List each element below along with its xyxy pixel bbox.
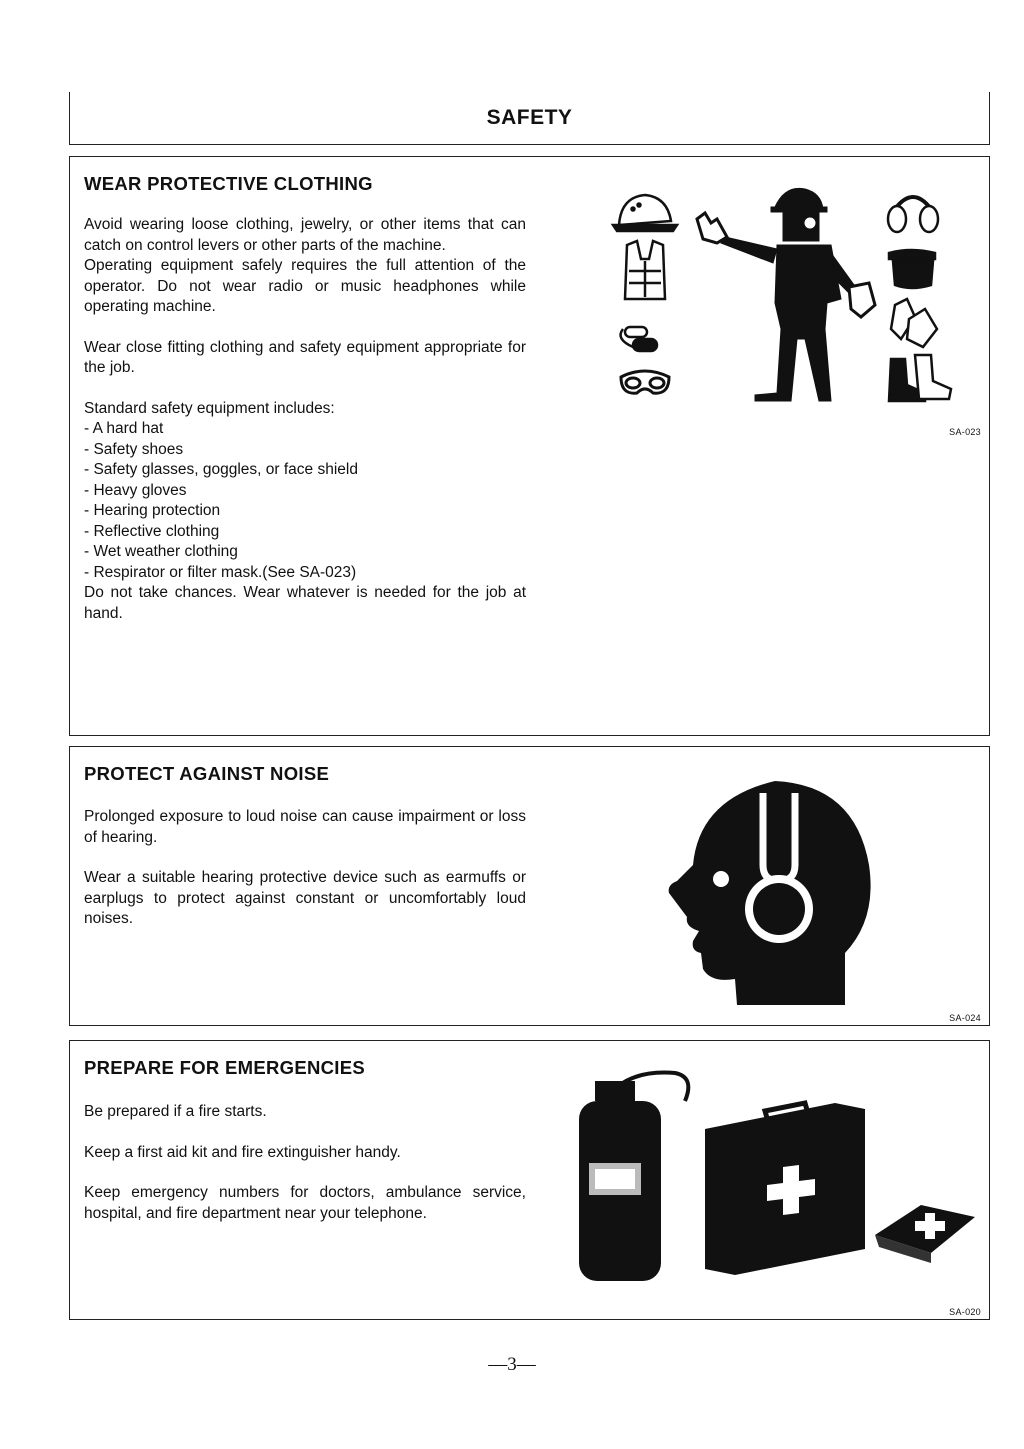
goggles-icon xyxy=(621,371,669,393)
small-first-aid-kit-icon xyxy=(875,1205,975,1263)
paragraph: Be prepared if a fire starts. xyxy=(84,1103,267,1120)
hard-hat-icon xyxy=(613,195,677,231)
hearing-protection-illustration xyxy=(655,769,895,1009)
worker-icon xyxy=(697,188,875,401)
figure-code: SA-020 xyxy=(949,1307,981,1317)
list-item: - Safety glasses, goggles, or face shield xyxy=(84,461,358,478)
page-number: —3— xyxy=(488,1354,536,1375)
section-title: PREPARE FOR EMERGENCIES xyxy=(84,1057,366,1078)
section-protect-against-noise xyxy=(69,746,990,1026)
protective-equipment-illustration xyxy=(605,179,955,419)
paragraph: Do not take chances. Wear whatever is needed for the job at hand. xyxy=(84,584,526,622)
figure-code: SA-023 xyxy=(949,427,981,437)
face-shield-icon xyxy=(889,250,935,288)
emergency-equipment-illustration xyxy=(565,1061,985,1286)
paragraph: Wear close fitting clothing and safety equipment appropriate for the job. xyxy=(84,338,526,376)
earplugs-icon xyxy=(621,327,657,351)
head-with-earmuffs-icon xyxy=(669,781,871,1005)
safety-boots-icon xyxy=(889,355,951,401)
paragraph: Keep emergency numbers for doctors, ambulance service, hospital, and fire department near your telephone. xyxy=(84,1184,526,1222)
figure-code: SA-024 xyxy=(949,1013,981,1023)
list-item: - Wet weather clothing xyxy=(84,543,238,560)
paragraph: Keep a first aid kit and fire extinguisher handy. xyxy=(84,1143,401,1161)
list-item: - Reflective clothing xyxy=(84,522,220,540)
section-title: PROTECT AGAINST NOISE xyxy=(84,763,330,784)
paragraph: Operating equipment safely requires the full attention of the operator. Do not wear radio or music headphones while operating machine. xyxy=(84,257,526,315)
paragraph: Standard safety equipment includes: xyxy=(84,399,335,417)
paragraph: Avoid wearing loose clothing, jewelry, or other items that can catch on control levers or other parts of the machine. xyxy=(84,216,526,254)
list-item: - Respirator or filter mask.(See SA-023) xyxy=(84,563,357,581)
list-item: - Heavy gloves xyxy=(84,481,187,499)
paragraph: Prolonged exposure to loud noise can cause impairment or loss of hearing. xyxy=(84,808,526,846)
gloves-icon xyxy=(891,299,937,347)
list-item: - Safety shoes xyxy=(84,440,184,458)
equipment-list xyxy=(84,419,526,583)
safety-vest-icon xyxy=(625,241,665,299)
section-body xyxy=(84,215,526,624)
paragraph: Wear a suitable hearing protective device such as earmuffs or earplugs to protect against constant or uncomfortably loud noises. xyxy=(84,869,526,927)
page-title: SAFETY xyxy=(486,106,573,129)
fire-extinguisher-icon xyxy=(579,1073,688,1281)
list-item: - Hearing protection xyxy=(84,502,221,519)
section-title: WEAR PROTECTIVE CLOTHING xyxy=(84,173,373,194)
section-body xyxy=(84,807,526,930)
first-aid-kit-icon xyxy=(705,1103,865,1275)
section-prepare-for-emergencies xyxy=(69,1040,990,1320)
section-body xyxy=(84,1102,526,1224)
list-item: - A hard hat xyxy=(84,420,164,437)
header-box xyxy=(69,92,990,145)
section-wear-protective-clothing xyxy=(69,156,990,736)
earmuffs-icon xyxy=(888,197,938,232)
